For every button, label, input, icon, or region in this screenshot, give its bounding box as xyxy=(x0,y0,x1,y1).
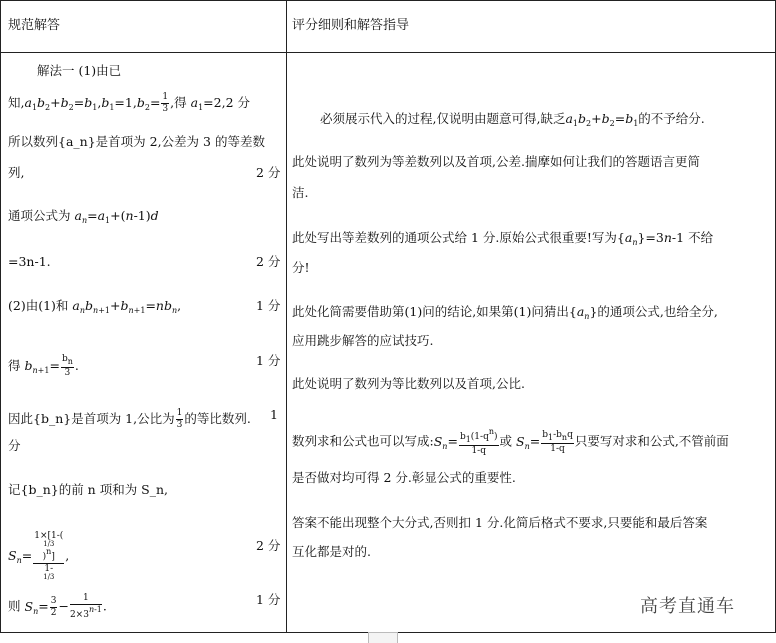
fraction-bn-over-3: $\frac{b_n}{3}$ xyxy=(61,354,73,378)
left-line-1: 解法一 (1)由已 xyxy=(37,63,122,78)
sum-fraction: 1×[1-( 1/3 )$^n$] 1- 1/3 xyxy=(34,531,64,581)
left-line-13: 则 $S_n=$ $\frac{3}{2}$ − $\frac{1}{2\times 3^{n-1}}$ . xyxy=(8,593,107,620)
guide-p4c: 应用跳步解答的应试技巧. xyxy=(292,333,434,348)
left-line-3: 所以数列{a_n}是首项为 2,公差为 3 的等差数 xyxy=(8,134,265,149)
left-line-11: 记{b_n}的前 n 项和为 S_n, xyxy=(8,482,169,497)
guide-p7b: 互化都是对的. xyxy=(292,544,371,559)
fraction-final: $\frac{1}{2\times 3^{n-1}}$ xyxy=(69,593,102,620)
header-divider xyxy=(0,52,776,53)
points-line-4: 2 分 xyxy=(256,165,281,180)
fraction-three-halves: $\frac{3}{2}$ xyxy=(50,595,57,618)
sum-alt-fraction-1: $\frac{b_1(1-q^n)}{1-q}$ xyxy=(459,427,498,456)
bottom-tab xyxy=(368,632,398,643)
column-divider xyxy=(286,0,287,633)
left-line-8: 得 $b_{n+1}=$ $\frac{b_n}{3}$ . xyxy=(8,354,79,378)
left-line-6: =3n-1. xyxy=(8,254,51,269)
points-line-6: 2 分 xyxy=(256,254,281,269)
points-line-9: 1 xyxy=(270,407,278,422)
points-line-12: 2 分 xyxy=(256,538,281,553)
guide-p2: 此处说明了数列为等差数列以及首项,公差.揣摩如何让我们的答题语言更简 xyxy=(292,154,700,169)
guide-p5: 此处说明了数列为等比数列以及首项,公比. xyxy=(292,376,525,391)
left-line-2: 知$,a_1b_2+b_2=b_1,b_1=1,b_2=$ $\frac{1}{3}$ ,得 $a_1=2,2$ 分 xyxy=(8,92,250,114)
guide-p4: 此处化简需要借助第(1)问的结论,如果第(1)问猜出$\{a_n\}$的通项公式,也给全分, xyxy=(292,304,718,321)
header-right: 评分细则和解答指导 xyxy=(292,18,410,33)
points-line-7: 1 分 xyxy=(256,298,281,313)
guide-p6d: 是否做对均可得 2 分.彰显公式的重要性. xyxy=(292,470,516,485)
watermark-text: 高考直通车 xyxy=(640,596,735,617)
guide-p2b: 洁. xyxy=(292,185,309,200)
table-top-border xyxy=(0,0,776,1)
points-line-13: 1 分 xyxy=(256,592,281,607)
fraction-one-third: $\frac{1}{3}$ xyxy=(162,92,169,114)
points-line-8: 1 分 xyxy=(256,353,281,368)
guide-p3: 此处写出等差数列的通项公式给 1 分.原始公式很重要!写为$\{a_n\}=3n-1$ 不给 xyxy=(292,230,714,247)
guide-p7: 答案不能出现整个大分式,否则扣 1 分.化简后格式不要求,只要能和最后答案 xyxy=(292,515,708,530)
sum-alt-fraction-2: $\frac{b_1-b_nq}{1-q}$ xyxy=(542,429,573,454)
left-line-4: 列, xyxy=(8,165,25,180)
guide-p3c: 分! xyxy=(292,260,310,275)
left-line-9: 因此{b_n}是首项为 1,公比为 $\frac{1}{3}$ 的等比数列. xyxy=(8,408,251,430)
left-line-10: 分 xyxy=(8,438,21,453)
sum-formula: $S_n=$ 1×[1-( 1/3 )$^n$] 1- 1/3 , xyxy=(8,531,70,581)
left-line-7: (2)由(1)和 $a_nb_{n+1}+b_{n+1}=nb_n$, xyxy=(8,298,182,315)
guide-p6: 数列求和公式也可以写成$:S_n=$ $\frac{b_1(1-q^n)}{1-q}$ 或 $S_n=$ $\frac{b_1-b_nq}{1-q}$ 只要写对求和公式,不管前面 xyxy=(292,427,729,456)
fraction-ratio-one-third: $\frac{1}{3}$ xyxy=(176,408,183,430)
header-left: 规范解答 xyxy=(8,18,61,33)
left-line-5: 通项公式为 $a_n=a_1+(n-1)d$ xyxy=(8,208,159,225)
table-left-border xyxy=(0,0,1,633)
guide-p1: 必须展示代入的过程,仅说明由题意可得,缺乏$a_1b_2+b_2=b_1$的不予给分. xyxy=(320,111,705,128)
